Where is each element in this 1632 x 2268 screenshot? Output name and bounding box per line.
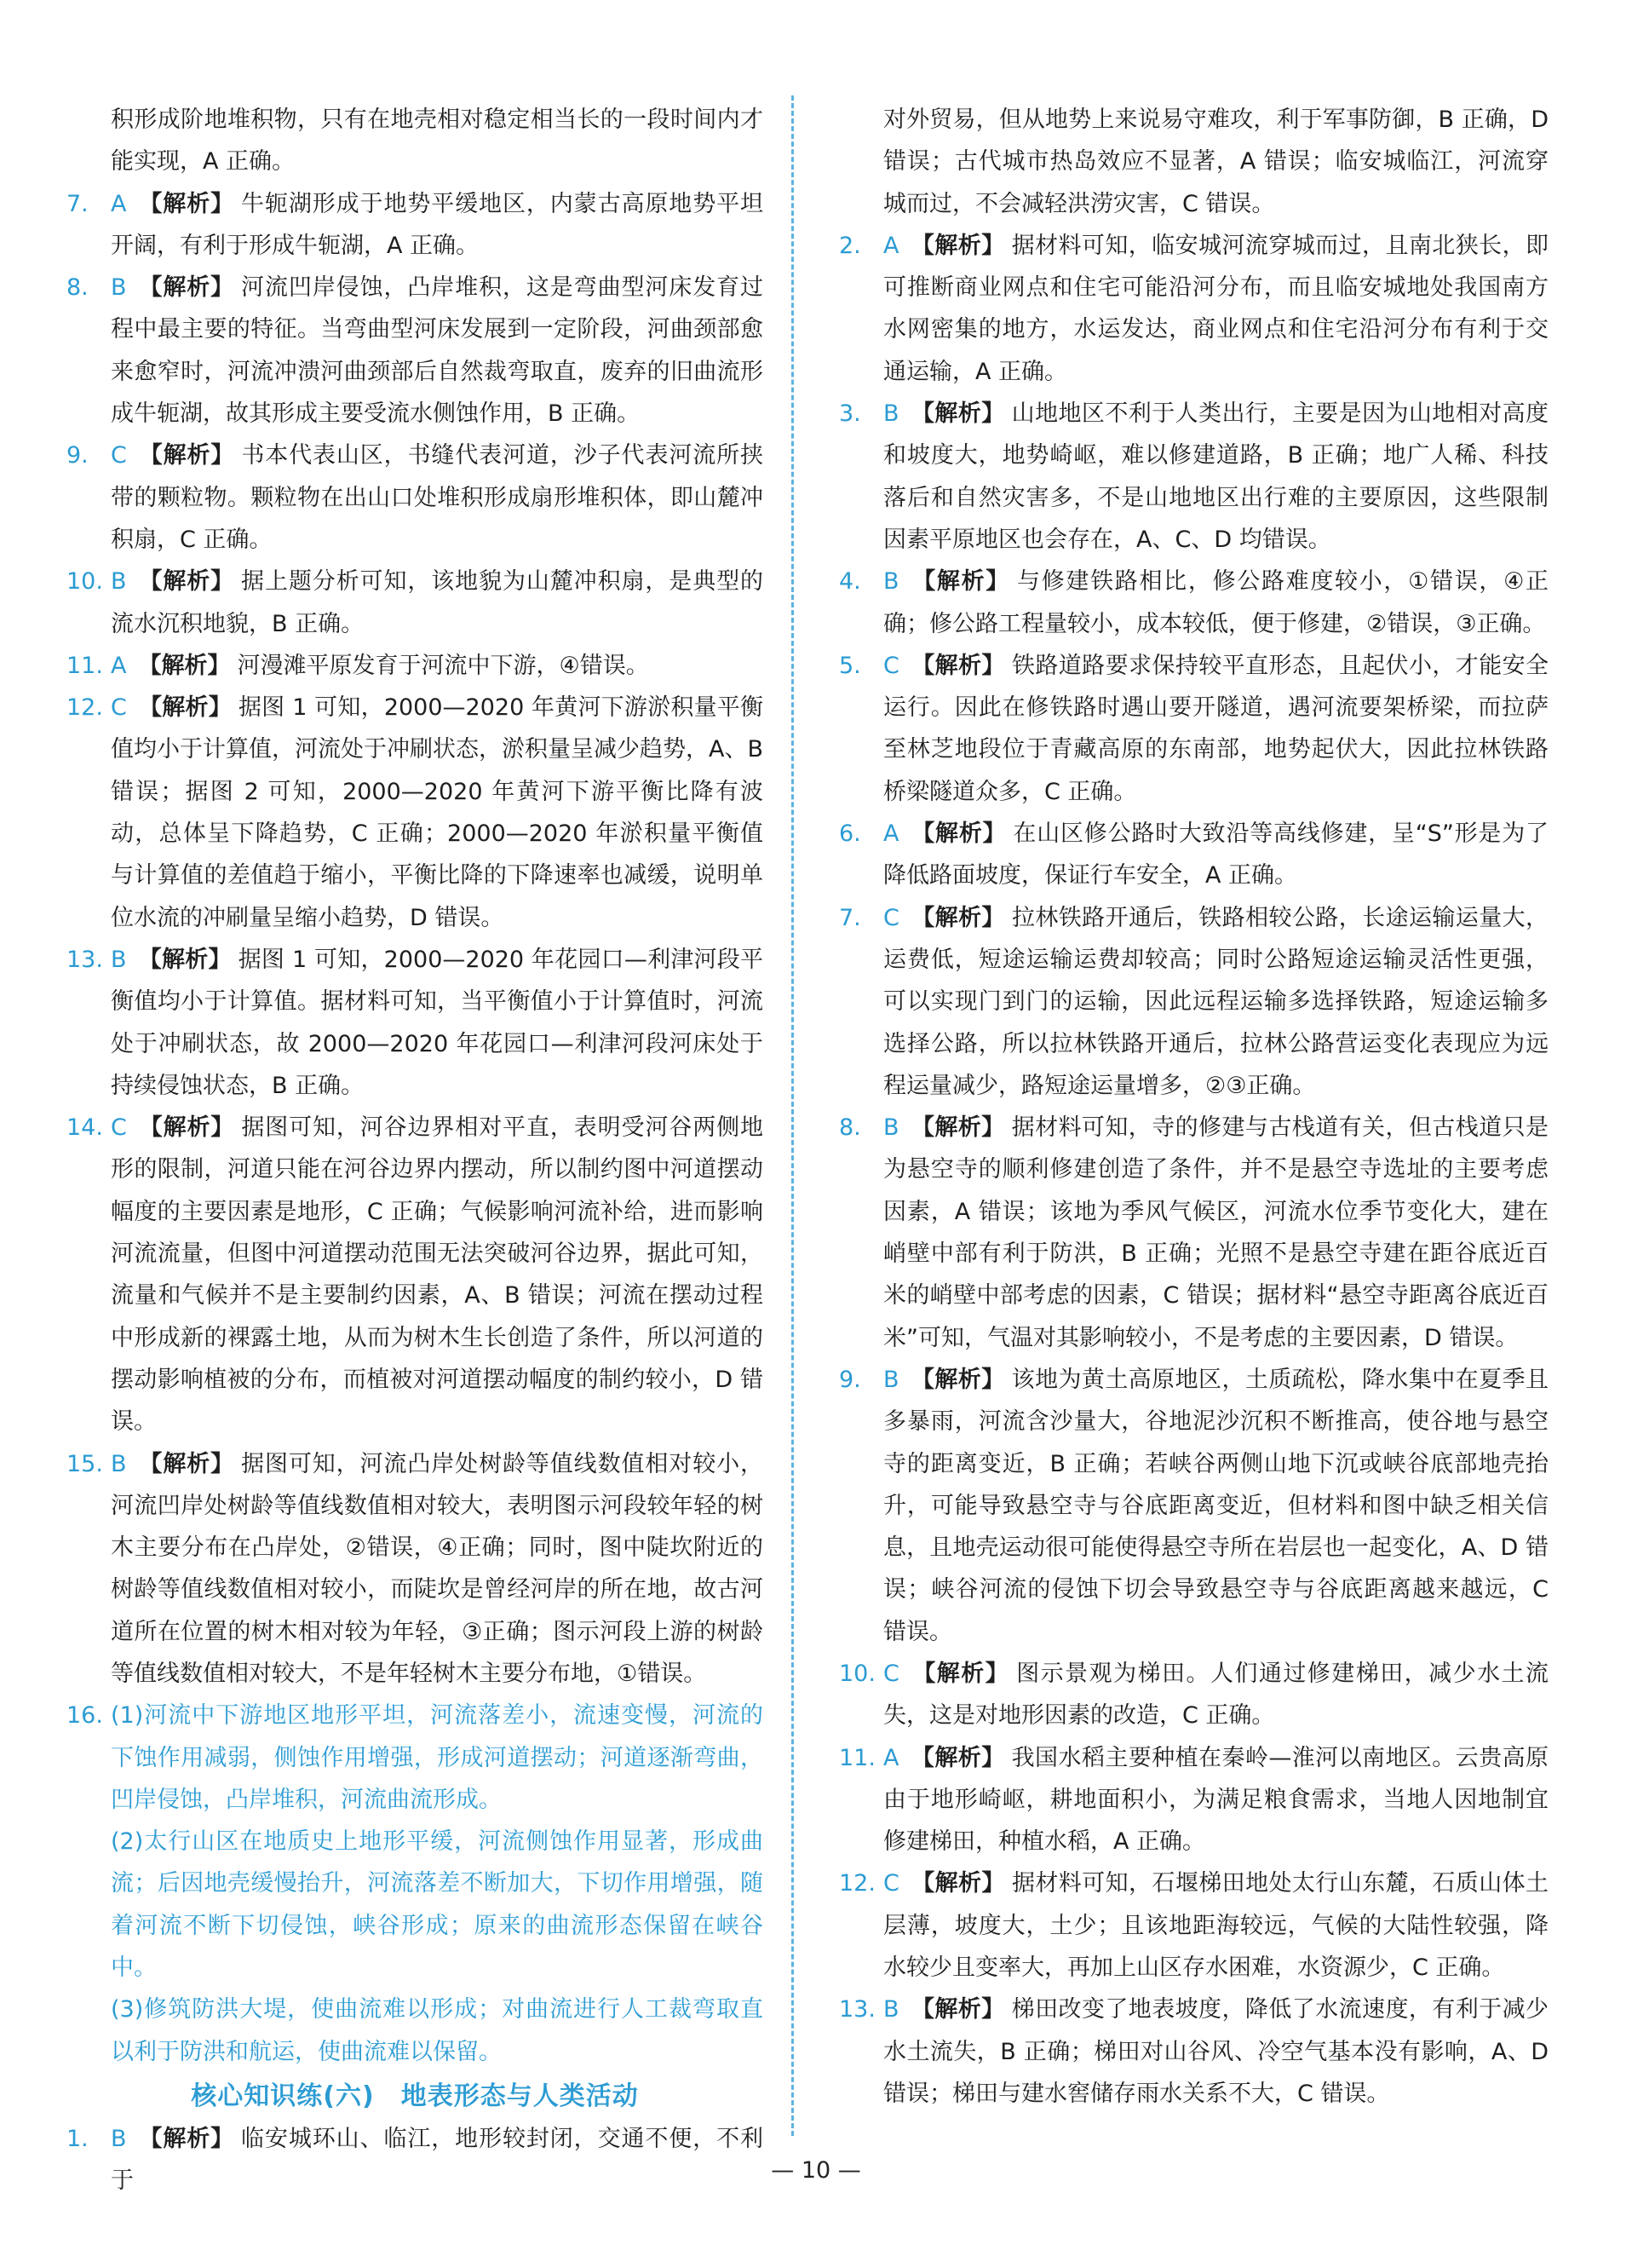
analysis-tag: 【解析】 xyxy=(911,568,1011,596)
answer-item xyxy=(839,1107,1549,1359)
answer-item xyxy=(66,1107,763,1442)
answer-16-part-3: (3)修筑防洪大堤，使曲流难以形成；对曲流进行人工裁弯取直以利于防洪和航运，使曲流难以保留。 xyxy=(111,1996,763,2065)
analysis-text: 据材料可知，石堰梯田地处太行山东麓，石质山体土层薄，坡度大，土少；且该地距海较远，气候的大陆性较强，降水较少且变率大，再加上山区存水困难，水资源少，C 正确。 xyxy=(883,1870,1549,1982)
answer-letter: C xyxy=(111,442,127,469)
item-number: 10. xyxy=(66,568,103,596)
answer-item xyxy=(839,645,1549,813)
analysis-tag: 【解析】 xyxy=(138,694,232,722)
analysis-text: 我国水稻主要种植在秦岭—淮河以南地区。云贵高原由于地形崎岖，耕地面积小，为满足粮食需求，当地人因地制宜修建梯田，种植水稻，A 正确。 xyxy=(883,1744,1549,1856)
answer-item xyxy=(839,393,1549,561)
analysis-tag: 【解析】 xyxy=(138,1114,235,1142)
answer-item xyxy=(66,1443,763,1695)
answer-letter: C xyxy=(111,1114,127,1142)
item-number: 12. xyxy=(66,694,103,722)
analysis-tag: 【解析】 xyxy=(911,652,1005,679)
analysis-tag: 【解析】 xyxy=(138,2125,235,2152)
item-number: 11. xyxy=(839,1744,876,1771)
item-number: 5. xyxy=(839,652,861,679)
answer-letter: B xyxy=(883,568,899,596)
answer-letter: A xyxy=(111,652,127,679)
analysis-tag: 【解析】 xyxy=(138,568,235,596)
answer-letter: B xyxy=(883,1996,899,2023)
answer-item xyxy=(66,645,763,687)
answer-letter: B xyxy=(883,1366,899,1393)
answer-letter: C xyxy=(883,1660,899,1687)
answer-item xyxy=(839,561,1549,645)
analysis-tag: 【解析】 xyxy=(138,190,235,217)
analysis-text: 河漫滩平原发育于河流中下游，④错误。 xyxy=(237,652,649,679)
analysis-text: 铁路道路要求保持较平直形态，且起伏小，才能安全运行。因此在修铁路时遇山要开隧道，遇河流要架桥梁，而拉萨至林芝地段位于青藏高原的东南部，地势起伏大，因此拉林铁路桥梁隧道众多，C 正确。 xyxy=(883,652,1549,805)
answer-letter: C xyxy=(111,694,127,722)
item-number: 7. xyxy=(839,904,861,931)
analysis-tag: 【解析】 xyxy=(911,820,1007,848)
answer-item xyxy=(839,1359,1549,1653)
answer-letter: B xyxy=(883,1114,899,1142)
item-number: 10. xyxy=(839,1660,876,1687)
answer-letter: A xyxy=(111,190,127,217)
answer-item xyxy=(66,435,763,561)
answer-item xyxy=(66,183,763,268)
analysis-text: 据材料可知，寺的修建与古栈道有关，但古栈道只是为悬空寺的顺利修建创造了条件，并不是悬空寺选址的主要考虑因素，A 错误；该地为季风气候区，河流水位季节变化大，建在峭壁中部有利于防洪，B 正确；光照不是悬空寺建在距谷底近百米的峭壁中部考虑的因素，C 错误；据材料“悬空寺距离谷底近百米”可知，气温对其影响较小，不是考虑的主要因素，D 错误。 xyxy=(883,1114,1549,1351)
analysis-tag: 【解析】 xyxy=(911,904,1005,931)
analysis-text: 书本代表山区，书缝代表河道，沙子代表河流所挟带的颗粒物。颗粒物在出山口处堆积形成扇形堆积体，即山麓冲积扇，C 正确。 xyxy=(111,442,764,553)
analysis-text: 据图 1 可知，2000—2020 年黄河下游淤积量平衡值均小于计算值，河流处于冲刷状态，淤积量呈减少趋势，A、B 错误；据图 2 可知，2000—2020 年黄河下游平衡比降有波动，总体呈下降趋势，C 正确；2000—2020 年淤积量平衡值与计算值的差值趋于缩小，平衡比降的下降速率也减缓，说明单位水流的冲刷量呈缩小趋势，D 错误。 xyxy=(111,694,763,931)
right-column xyxy=(839,99,1549,2115)
answer-letter: B xyxy=(111,568,127,596)
item-number: 8. xyxy=(66,274,89,302)
analysis-text: 河流凹岸侵蚀，凸岸堆积，这是弯曲型河床发育过程中最主要的特征。当弯曲型河床发展到一定阶段，河曲颈部愈来愈窄时，河流冲溃河曲颈部后自然裁弯取直，废弃的旧曲流形成牛轭湖，故其形成主要受流水侧蚀作用，B 正确。 xyxy=(111,274,764,428)
item-number: 3. xyxy=(839,400,861,428)
item-number: 14. xyxy=(66,1114,103,1142)
analysis-text: 据材料可知，临安城河流穿城而过，且南北狭长，即可推断商业网点和住宅可能沿河分布，而且临安城地处我国南方水网密集的地方，水运发达，商业网点和住宅沿河分布有利于交通运输，A 正确。 xyxy=(883,232,1549,385)
analysis-tag: 【解析】 xyxy=(911,1114,1005,1142)
answer-item-16 xyxy=(66,1695,763,2073)
analysis-text: 牛轭湖形成于地势平缓地区，内蒙古高原地势平坦开阔，有利于形成牛轭湖，A 正确。 xyxy=(111,190,764,259)
item-number: 9. xyxy=(66,442,89,469)
item-number: 8. xyxy=(839,1114,861,1142)
answer-item xyxy=(839,897,1549,1107)
left-intro: 积形成阶地堆积物，只有在地壳相对稳定相当长的一段时间内才能实现，A 正确。 xyxy=(111,106,763,176)
analysis-text: 据图可知，河谷边界相对平直，表明受河谷两侧地形的限制，河道只能在河谷边界内摆动，所以制约图中河道摆动幅度的主要因素是地形，C 正确；气候影响河流补给，进而影响河流流量，但图中河道摆动范围无法突破河谷边界，据此可知，流量和气候并不是主要制约因素，A、B 错误；河流在摆动过程中形成新的裸露土地，从而为树木生长创造了条件，所以河道的摆动影响植被的分布，而植被对河道摆动幅度的制约较小，D 错误。 xyxy=(111,1114,764,1436)
answer-item xyxy=(839,225,1549,393)
item-number: 9. xyxy=(839,1366,861,1393)
left-answer-list xyxy=(66,183,763,1695)
answer-item xyxy=(66,939,763,1107)
item-number: 16. xyxy=(66,1702,103,1730)
column-divider xyxy=(791,95,794,2136)
right-intro: 对外贸易，但从地势上来说易守难攻，利于军事防御，B 正确，D 错误；古代城市热岛效应不显著，A 错误；临安城临江，河流穿城而过，不会减轻洪涝灾害，C 错误。 xyxy=(883,106,1549,217)
answer-letter: B xyxy=(883,400,899,428)
answer-letter: C xyxy=(883,904,899,931)
answer-item xyxy=(839,813,1549,897)
answer-letter: B xyxy=(111,1450,127,1477)
item-number: 11. xyxy=(66,652,103,679)
analysis-text: 与修建铁路相比，修公路难度较小，①错误，④正确；修公路工程量较小，成本较低，便于修建，②错误，③正确。 xyxy=(883,568,1549,637)
analysis-tag: 【解析】 xyxy=(911,1996,1005,2023)
analysis-text: 在山区修公路时大致沿等高线修建，呈“S”形是为了降低路面坡度，保证行车安全，A 正确。 xyxy=(883,820,1549,889)
analysis-text: 临安城环山、临江，地形较封闭，交通不便，不利于 xyxy=(111,2125,764,2195)
analysis-tag: 【解析】 xyxy=(138,652,231,679)
analysis-text: 图示景观为梯田。人们通过修建梯田，减少水土流失，这是对地形因素的改造，C 正确。 xyxy=(883,1660,1549,1730)
analysis-text: 拉林铁路开通后，铁路相较公路，长途运输运量大，运费低，短途运输运费却较高；同时公路短途运输灵活性更强，可以实现门到门的运输，因此远程运输多选择铁路，短途运输多选择公路，所以拉林铁路开通后，拉林公路营运变化表现应为远程运量减少，路短途运量增多，②③正确。 xyxy=(883,904,1549,1099)
answer-item xyxy=(839,1737,1549,1863)
item-number: 7. xyxy=(66,190,89,217)
answer-item xyxy=(839,1653,1549,1737)
item-number: 4. xyxy=(839,568,861,596)
analysis-tag: 【解析】 xyxy=(138,274,235,302)
answer-letter: C xyxy=(883,652,899,679)
answer-item xyxy=(66,267,763,435)
analysis-text: 据图可知，河流凸岸处树龄等值线数值相对较小，河流凹岸处树龄等值线数值相对较大，表明图示河段较年轻的树木主要分布在凸岸处，②错误，④正确；同时，图中陡坎附近的树龄等值线数值相对较小，而陡坎是曾经河岸的所在地，故古河道所在位置的树木相对较为年轻，③正确；图示河段上游的树龄等值线数值相对较大，不是年轻树木主要分布地，①错误。 xyxy=(111,1450,764,1687)
answer-letter: B xyxy=(111,274,127,302)
answer-letter: B xyxy=(111,946,127,973)
right-answer-list xyxy=(839,225,1549,2115)
item-number: 13. xyxy=(66,946,103,973)
analysis-tag: 【解析】 xyxy=(138,442,235,469)
analysis-text: 山地地区不利于人类出行，主要是因为山地相对高度和坡度大，地势崎岖，难以修建道路，B 正确；地广人稀、科技落后和自然灾害多，不是山地地区出行难的主要原因，这些限制因素平原地区也会存在，A、C、D 均错误。 xyxy=(883,400,1549,553)
page-number: — 10 — xyxy=(771,2157,861,2184)
analysis-text: 据图 1 可知，2000—2020 年花园口—利津河段平衡值均小于计算值。据材料可知，当平衡值小于计算值时，河流处于冲刷状态，故 2000—2020 年花园口—利津河段河床处于持续侵蚀状态，B 正确。 xyxy=(111,946,764,1099)
analysis-tag: 【解析】 xyxy=(138,1450,235,1477)
answer-letter: B xyxy=(111,2125,127,2152)
answer-letter: A xyxy=(883,1744,899,1771)
answer-item xyxy=(839,1989,1549,2115)
analysis-tag: 【解析】 xyxy=(911,232,1005,259)
analysis-tag: 【解析】 xyxy=(911,1366,1005,1393)
analysis-tag: 【解析】 xyxy=(911,400,1005,428)
answer-letter: C xyxy=(883,1870,899,1897)
item-number: 2. xyxy=(839,232,861,259)
item-number: 13. xyxy=(839,1996,876,2023)
answer-item xyxy=(66,687,763,939)
item-number: 1. xyxy=(66,2125,89,2152)
section-title: 核心知识练(六) 地表形态与人类活动 xyxy=(191,2081,639,2111)
analysis-tag: 【解析】 xyxy=(138,946,232,973)
analysis-tag: 【解析】 xyxy=(911,1870,1005,1897)
analysis-text: 该地为黄土高原地区，土质疏松，降水集中在夏季且多暴雨，河流含沙量大，谷地泥沙沉积不断推高，使谷地与悬空寺的距离变近，B 正确；若峡谷两侧山地下沉或峡谷底部地壳抬升，可能导致悬空寺与谷底距离变近，但材料和图中缺乏相关信息，且地壳运动很可能使得悬空寺所在岩层也一起变化，A、D 错误；峡谷河流的侵蚀下切会导致悬空寺与谷底距离越来越远，C 错误。 xyxy=(883,1366,1549,1645)
answer-letter: A xyxy=(883,232,899,259)
item-number: 6. xyxy=(839,820,861,848)
analysis-tag: 【解析】 xyxy=(911,1744,1005,1771)
answer-letter: A xyxy=(883,820,899,848)
answer-item xyxy=(839,1862,1549,1989)
analysis-text: 梯田改变了地表坡度，降低了水流速度，有利于减少水土流失，B 正确；梯田对山谷风、冷空气基本没有影响，A、D 错误；梯田与建水窖储存雨水关系不大，C 错误。 xyxy=(883,1996,1549,2107)
analysis-text: 据上题分析可知，该地貌为山麓冲积扇，是典型的流水沉积地貌，B 正确。 xyxy=(111,568,764,637)
answer-16-part-2: (2)太行山区在地质史上地形平缓，河流侧蚀作用显著，形成曲流；后因地壳缓慢抬升，河流落差不断加大，下切作用增强，随着河流不断下切侵蚀，峡谷形成；原来的曲流形态保留在峡谷中。 xyxy=(111,1828,763,1982)
answer-16-part-1: (1)河流中下游地区地形平坦，河流落差小，流速变慢，河流的下蚀作用减弱，侧蚀作用增强，形成河道摆动；河道逐渐弯曲，凹岸侵蚀，凸岸堆积，河流曲流形成。 xyxy=(111,1702,763,1813)
item-number: 12. xyxy=(839,1870,876,1897)
left-column xyxy=(66,99,763,2202)
answer-item xyxy=(66,561,763,645)
analysis-tag: 【解析】 xyxy=(911,1660,1010,1687)
item-number: 15. xyxy=(66,1450,103,1477)
